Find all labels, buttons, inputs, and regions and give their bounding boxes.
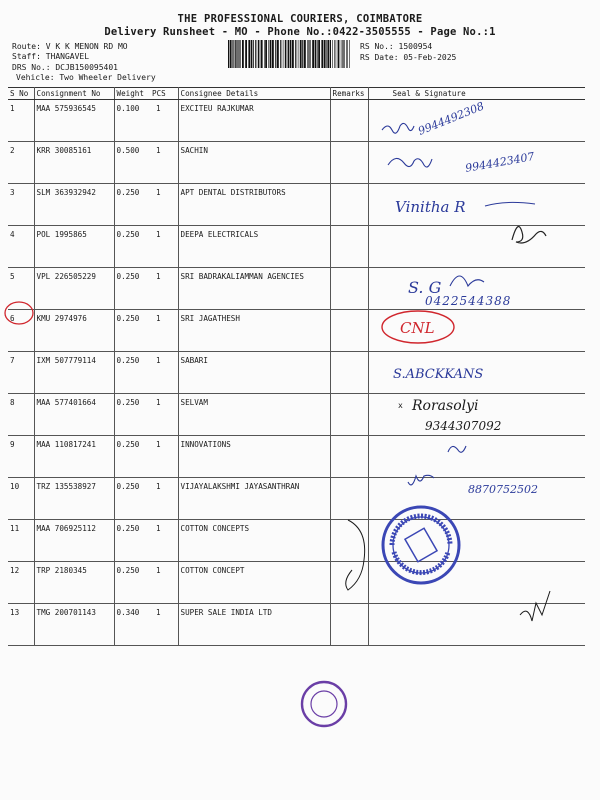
cell-sno: 4 — [8, 226, 34, 268]
company-title: THE PROFESSIONAL COURIERS, COIMBATORE — [177, 13, 423, 25]
barcode-bar — [228, 40, 229, 68]
cell-signature — [368, 394, 585, 436]
barcode-bar — [230, 40, 232, 68]
barcode-bar — [239, 40, 240, 68]
cell-remarks — [330, 268, 368, 310]
cell-consignment: POL 1995865 — [34, 226, 114, 268]
barcode-bar — [321, 40, 323, 68]
cell-remarks — [330, 436, 368, 478]
cell-sno: 11 — [8, 520, 34, 562]
barcode-bar — [261, 40, 263, 68]
barcode-bar — [304, 40, 306, 68]
barcode-bar — [288, 40, 289, 68]
barcode-bar — [346, 40, 347, 68]
barcode-bar — [258, 40, 259, 68]
barcode-bar — [302, 40, 303, 68]
drs-number: DRS No.: DCJB150095401 — [12, 63, 118, 72]
barcode-bar — [268, 40, 269, 68]
barcode-bar — [285, 40, 286, 68]
cell-remarks — [330, 184, 368, 226]
cell-pcs: 1 — [150, 352, 178, 394]
cell-pcs: 1 — [150, 142, 178, 184]
cell-pcs: 1 — [150, 604, 178, 646]
cell-consignee: VIJAYALAKSHMI JAYASANTHRAN — [178, 478, 330, 520]
cell-consignee: COTTON CONCEPT — [178, 562, 330, 604]
cell-pcs: 1 — [150, 310, 178, 352]
cell-consignee: INNOVATIONS — [178, 436, 330, 478]
barcode-bar — [298, 40, 299, 68]
tpc-stamp — [302, 682, 346, 726]
barcode-bar — [253, 40, 254, 68]
barcode-bar — [251, 40, 252, 68]
barcode-bar — [334, 40, 335, 68]
cell-remarks — [330, 394, 368, 436]
cell-pcs: 1 — [150, 184, 178, 226]
cell-consignee: SUPER SALE INDIA LTD — [178, 604, 330, 646]
col-header-consignment: Consignment No — [34, 88, 114, 100]
cell-consignment: SLM 363932942 — [34, 184, 114, 226]
cell-signature — [368, 184, 585, 226]
barcode-bar — [341, 40, 342, 68]
cell-signature — [368, 268, 585, 310]
cell-sno: 2 — [8, 142, 34, 184]
cell-remarks — [330, 604, 368, 646]
cell-weight: 0.250 — [114, 310, 150, 352]
rs-number: RS No.: 1500954 — [360, 42, 433, 51]
phone-row8: 9344307092 — [425, 419, 502, 433]
cell-consignment: MAA 575936545 — [34, 100, 114, 142]
cell-remarks — [330, 142, 368, 184]
barcode-bar — [349, 40, 350, 68]
cell-signature — [368, 436, 585, 478]
table-row — [8, 352, 585, 394]
cell-pcs: 1 — [150, 436, 178, 478]
cell-remarks — [330, 520, 368, 562]
cell-signature — [368, 604, 585, 646]
remark-row6: CNL — [400, 319, 435, 337]
staff-info: Staff: THANGAVEL — [12, 52, 90, 61]
phone-row2: 9944423407 — [464, 149, 536, 175]
col-header-signature: Seal & Signature — [368, 88, 585, 100]
cell-remarks — [330, 226, 368, 268]
cell-sno: 8 — [8, 394, 34, 436]
barcode-bar — [280, 40, 281, 68]
runsheet-table — [8, 87, 585, 646]
barcode-bar — [275, 40, 276, 68]
barcode-bar — [344, 40, 345, 68]
cell-sno: 13 — [8, 604, 34, 646]
cell-consignee: DEEPA ELECTRICALS — [178, 226, 330, 268]
cell-weight: 0.250 — [114, 520, 150, 562]
cell-signature — [368, 520, 585, 562]
cell-consignee: EXCITEU RAJKUMAR — [178, 100, 330, 142]
table-row — [8, 310, 585, 352]
cell-signature — [368, 352, 585, 394]
cell-weight: 0.250 — [114, 394, 150, 436]
cell-sno: 6 — [8, 310, 34, 352]
barcode-bar — [283, 40, 284, 68]
cell-weight: 0.500 — [114, 142, 150, 184]
table-row — [8, 520, 585, 562]
barcode-bar — [260, 40, 261, 68]
cell-pcs: 1 — [150, 520, 178, 562]
barcode-bar — [326, 40, 327, 68]
barcode-bar — [233, 40, 234, 68]
cell-consignee: SRI BADRAKALIAMMAN AGENCIES — [178, 268, 330, 310]
barcode-bar — [292, 40, 294, 68]
barcode-bar — [310, 40, 311, 68]
table-row — [8, 436, 585, 478]
barcode-bar — [295, 40, 296, 68]
barcode-bar — [287, 40, 288, 68]
col-header-consignee: Consignee Details — [178, 88, 330, 100]
cell-weight: 0.250 — [114, 268, 150, 310]
table-row — [8, 226, 585, 268]
cell-consignment: VPL 226505229 — [34, 268, 114, 310]
table-row — [8, 100, 585, 142]
table-row — [8, 478, 585, 520]
table-row — [8, 394, 585, 436]
route-info: Route: V K K MENON RD MO — [12, 42, 128, 51]
barcode-bar — [265, 40, 267, 68]
cell-signature — [368, 100, 585, 142]
cell-signature — [368, 478, 585, 520]
cell-signature — [368, 310, 585, 352]
cell-consignee: SABARI — [178, 352, 330, 394]
barcode-bar — [312, 40, 314, 68]
cell-pcs: 1 — [150, 478, 178, 520]
table-row — [8, 562, 585, 604]
cell-consignment: TRZ 135538927 — [34, 478, 114, 520]
cell-consignee: SELVAM — [178, 394, 330, 436]
cell-weight: 0.250 — [114, 436, 150, 478]
barcode-bar — [330, 40, 331, 68]
col-header-remarks: Remarks — [330, 88, 368, 100]
cell-sno: 3 — [8, 184, 34, 226]
barcode-bar — [342, 40, 343, 68]
cell-consignment: TRP 2180345 — [34, 562, 114, 604]
cell-consignment: TMG 200701143 — [34, 604, 114, 646]
phone-row1: 9944492308 — [416, 99, 487, 138]
barcode-bar — [236, 40, 237, 68]
table-header-row — [8, 88, 585, 100]
table-row — [8, 268, 585, 310]
cell-consignee: APT DENTAL DISTRIBUTORS — [178, 184, 330, 226]
barcode-bar — [290, 40, 292, 68]
vehicle-info: Vehicle: Two Wheeler Delivery — [16, 73, 156, 82]
cross-mark-row8: x — [398, 401, 403, 410]
barcode-bar — [336, 40, 337, 68]
cell-remarks — [330, 310, 368, 352]
cell-sno: 12 — [8, 562, 34, 604]
barcode-bar — [343, 40, 344, 68]
cell-signature — [368, 562, 585, 604]
barcode-bar — [232, 40, 233, 68]
cell-pcs: 1 — [150, 268, 178, 310]
cell-pcs: 1 — [150, 562, 178, 604]
barcode-bar — [235, 40, 236, 68]
barcode-bar — [242, 40, 244, 68]
cell-weight: 0.250 — [114, 226, 150, 268]
runsheet-subtitle: Delivery Runsheet - MO - Phone No.:0422-3505555 - Page No.:1 — [104, 26, 496, 38]
cell-consignee: SRI JAGATHESH — [178, 310, 330, 352]
cell-consignment: MAA 110817241 — [34, 436, 114, 478]
barcode-bar — [270, 40, 272, 68]
name-row8: Rorasolyi — [412, 398, 479, 414]
cell-weight: 0.250 — [114, 352, 150, 394]
barcode-bar — [308, 40, 309, 68]
barcode-bar — [318, 40, 320, 68]
cell-sno: 7 — [8, 352, 34, 394]
cell-weight: 0.340 — [114, 604, 150, 646]
cell-sno: 5 — [8, 268, 34, 310]
name-row3: Vinitha R — [395, 198, 466, 216]
name-row5: S. G — [408, 278, 442, 297]
cell-signature — [368, 142, 585, 184]
barcode-bar — [300, 40, 302, 68]
cell-sno: 10 — [8, 478, 34, 520]
barcode-bar — [338, 40, 340, 68]
cell-weight: 0.250 — [114, 478, 150, 520]
cell-consignment: KMU 2974976 — [34, 310, 114, 352]
cell-consignment: MAA 706925112 — [34, 520, 114, 562]
col-header-pcs: PCS — [150, 88, 178, 100]
cell-consignee: COTTON CONCEPTS — [178, 520, 330, 562]
cell-pcs: 1 — [150, 100, 178, 142]
barcode-bar — [264, 40, 265, 68]
barcode-bar — [248, 40, 250, 68]
cell-remarks — [330, 100, 368, 142]
cell-consignment: KRR 30085161 — [34, 142, 114, 184]
phone-row10: 8870752502 — [468, 483, 538, 496]
table-row — [8, 184, 585, 226]
cell-consignment: IXM 507779114 — [34, 352, 114, 394]
barcode-bar — [315, 40, 317, 68]
cell-pcs: 1 — [150, 226, 178, 268]
barcode-bar — [317, 40, 318, 68]
col-header-weight: Weight — [114, 88, 150, 100]
table-row — [8, 142, 585, 184]
barcode-bar — [272, 40, 274, 68]
barcode — [228, 40, 352, 68]
name-row7: S.ABCKKANS — [393, 367, 484, 382]
cell-weight: 0.250 — [114, 562, 150, 604]
cell-sno: 9 — [8, 436, 34, 478]
col-header-sno: S No — [8, 88, 34, 100]
barcode-bar — [245, 40, 247, 68]
cell-weight: 0.250 — [114, 184, 150, 226]
cell-consignment: MAA 577401664 — [34, 394, 114, 436]
barcode-bar — [238, 40, 239, 68]
barcode-bar — [255, 40, 256, 68]
cell-pcs: 1 — [150, 394, 178, 436]
barcode-bar — [307, 40, 308, 68]
cell-remarks — [330, 478, 368, 520]
cell-remarks — [330, 352, 368, 394]
cell-signature — [368, 226, 585, 268]
barcode-bar — [332, 40, 333, 68]
barcode-bar — [277, 40, 279, 68]
cell-remarks — [330, 562, 368, 604]
cell-consignee: SACHIN — [178, 142, 330, 184]
barcode-bar — [327, 40, 329, 68]
barcode-bar — [324, 40, 326, 68]
cell-weight: 0.100 — [114, 100, 150, 142]
rs-date: RS Date: 05-Feb-2025 — [360, 53, 457, 62]
cell-sno: 1 — [8, 100, 34, 142]
phone-row5: 0422544388 — [425, 294, 512, 308]
table-row — [8, 604, 585, 646]
